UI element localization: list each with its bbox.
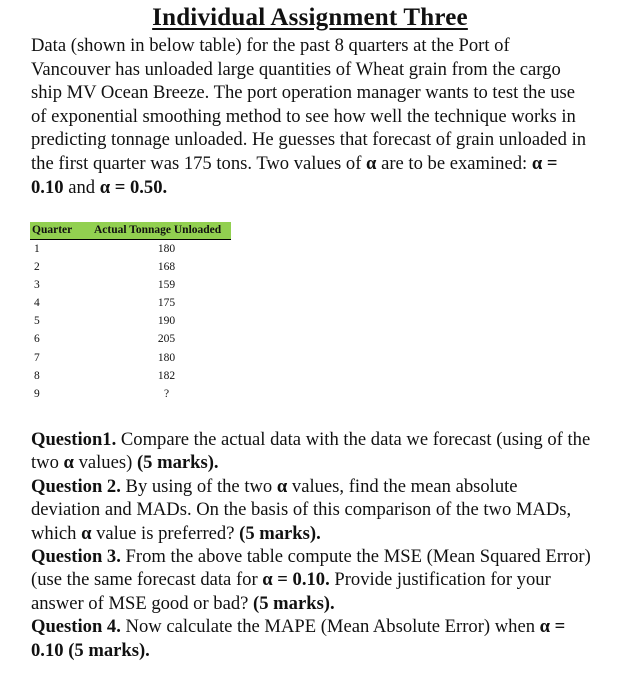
tonnage-table-container xyxy=(30,222,231,403)
table-header-row xyxy=(30,222,231,240)
quarter-cell: 7 xyxy=(34,351,40,364)
table-row xyxy=(30,276,231,294)
header-actual-tonnage: Actual Tonnage Unloaded xyxy=(92,222,231,240)
alpha-symbol: α xyxy=(63,452,74,474)
alpha-value: α = 0.10 xyxy=(31,616,566,661)
quarter-cell: 6 xyxy=(34,333,40,346)
question-1-marks: (5 marks). xyxy=(136,452,219,474)
intro-text: Data (shown in below table) for the past 8 quarters at the Port of Vancouver has unloaded large quantities of Wheat grain from the cargo ship MV Ocean Breeze. The port operation manager wants to test the use of exponential smoothing method to see how well the technique works in predicting tonnage unloaded. He guesses that forecast of grain unloaded in the first quarter was 175 tons. Two values of xyxy=(31,35,587,174)
tonnage-table xyxy=(30,222,231,403)
question-3-text: From the above table compute the MSE (Mean Squared Error) (use the same forecast data for xyxy=(31,546,591,591)
tonnage-cell-unknown: ? xyxy=(163,387,170,400)
question-2-label: Question 2. xyxy=(31,475,121,497)
intro-mid-text: are to be examined: xyxy=(376,152,532,174)
table-row xyxy=(30,330,231,348)
tonnage-cell: 205 xyxy=(157,333,176,346)
quarter-cell: 9 xyxy=(34,387,40,400)
tonnage-cell: 159 xyxy=(157,279,176,292)
intro-and-text: and xyxy=(63,176,100,198)
alpha-value: α = 0.10. xyxy=(262,569,330,591)
quarter-cell: 2 xyxy=(34,261,40,274)
alpha-value-2: α = 0.50. xyxy=(99,176,168,198)
quarter-cell: 4 xyxy=(34,297,40,310)
question-2-marks: (5 marks). xyxy=(239,522,321,544)
table-row xyxy=(30,385,231,403)
table-row xyxy=(30,312,231,330)
alpha-symbol: α xyxy=(81,522,92,544)
question-1-text: Compare the actual data with the data we forecast (using of the two xyxy=(31,429,591,474)
question-1 xyxy=(31,428,591,475)
header-quarter: Quarter xyxy=(30,222,92,240)
question-2-text-end: value is preferred? xyxy=(91,522,240,544)
question-3-label: Question 3. xyxy=(31,546,121,568)
page-title: Individual Assignment Three xyxy=(152,4,468,31)
tonnage-cell: 180 xyxy=(157,243,176,255)
tonnage-cell: 190 xyxy=(157,315,176,328)
tonnage-cell: 180 xyxy=(157,351,176,364)
alpha-symbol: α xyxy=(276,475,288,497)
question-2 xyxy=(31,475,591,545)
quarter-cell: 1 xyxy=(34,243,40,255)
tonnage-cell: 182 xyxy=(157,369,176,382)
table-row xyxy=(30,367,231,385)
table-row xyxy=(30,258,231,276)
question-4-marks: (5 marks). xyxy=(68,639,150,661)
question-3 xyxy=(31,545,591,615)
table-row xyxy=(30,240,231,259)
question-1-label: Question1. xyxy=(31,429,117,450)
question-4-text: Now calculate the MAPE (Mean Absolute Error) when xyxy=(120,616,540,638)
tonnage-cell: 175 xyxy=(157,297,176,310)
intro-paragraph xyxy=(31,34,591,199)
question-3-marks: (5 marks). xyxy=(253,592,335,614)
questions-section xyxy=(31,428,591,662)
quarter-cell: 8 xyxy=(34,369,40,382)
question-2-text: By using of the two xyxy=(120,475,277,497)
question-1-text-end: values) xyxy=(73,452,137,474)
quarter-cell: 3 xyxy=(34,279,40,292)
tonnage-cell: 168 xyxy=(157,261,176,274)
alpha-value-1: α = 0.10 xyxy=(31,152,558,198)
table-row xyxy=(30,294,231,312)
table-row xyxy=(30,349,231,367)
question-2-text-mid: values, find the mean absolute deviation and MADs. On the basis of this comparison of the two MADs, which xyxy=(31,475,572,544)
alpha-symbol: α xyxy=(366,152,377,174)
question-3-text-end: Provide justification for your answer of MSE good or bad? xyxy=(31,569,551,614)
question-4 xyxy=(31,615,591,662)
quarter-cell: 5 xyxy=(34,315,40,328)
question-4-label: Question 4. xyxy=(31,616,121,638)
